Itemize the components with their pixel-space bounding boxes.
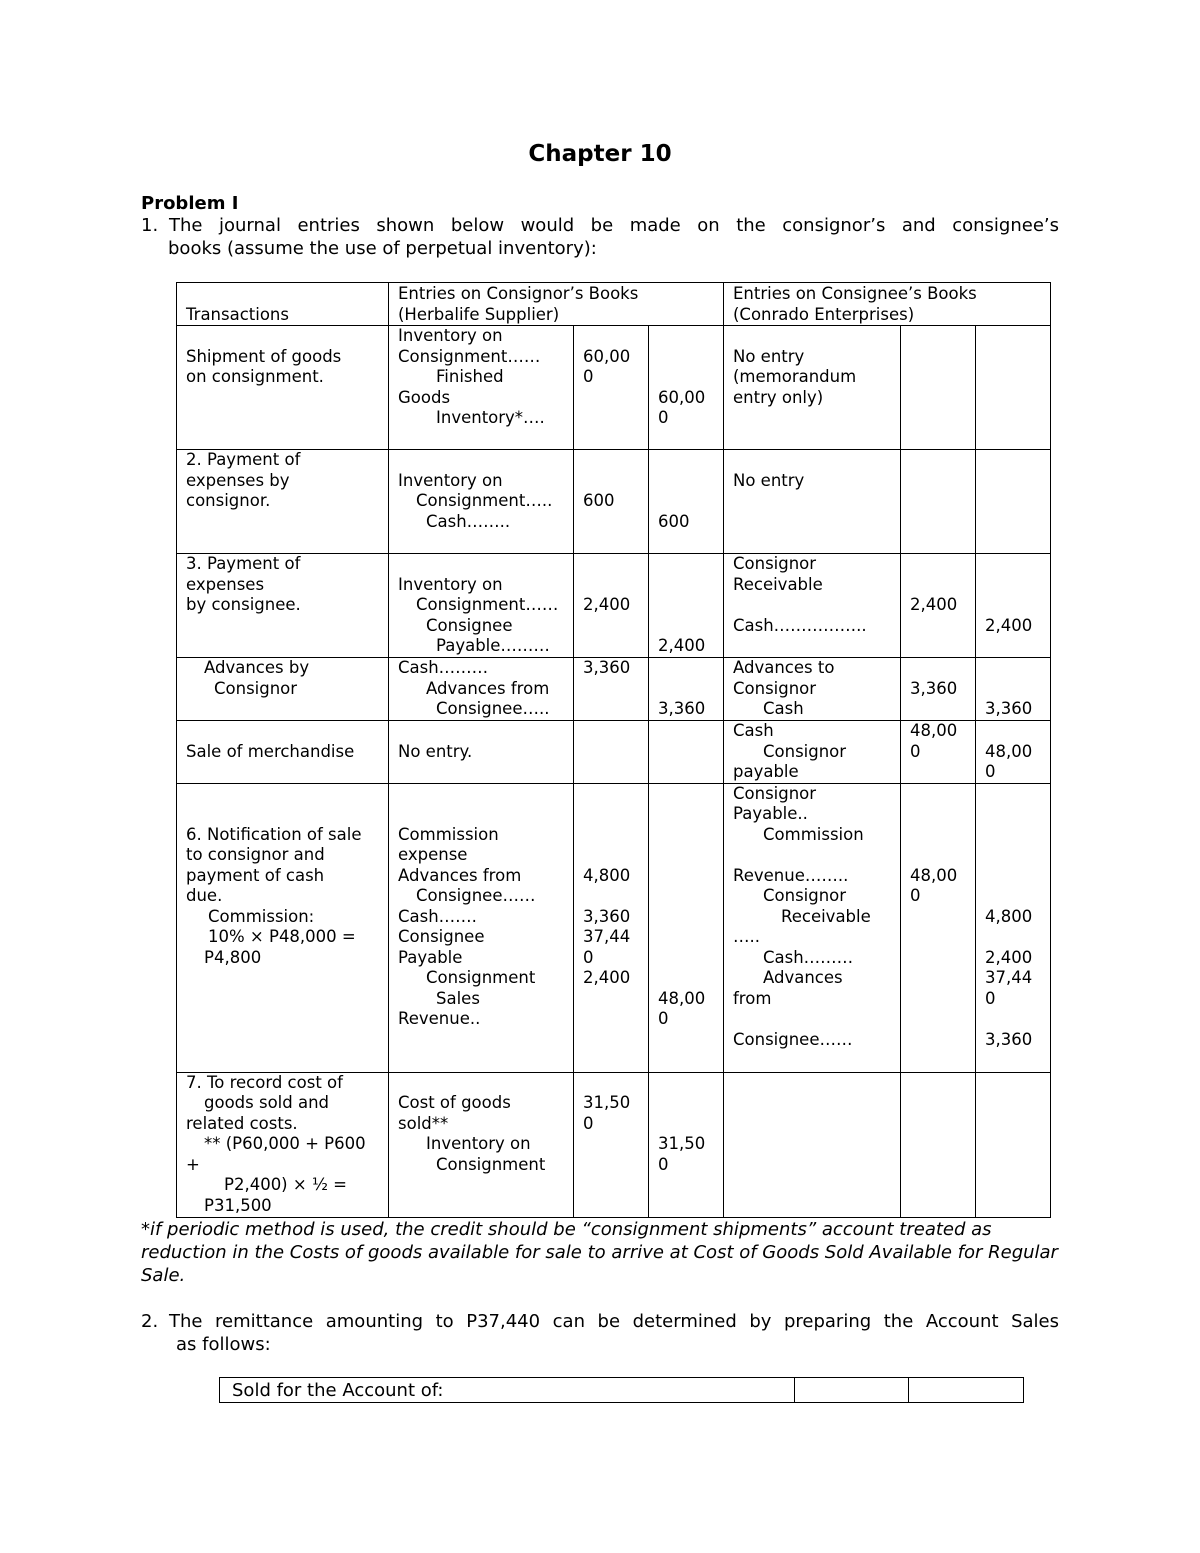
cell-line: Advances <box>763 968 843 987</box>
cell-line: Inventory on <box>398 470 503 490</box>
table-row <box>177 721 1051 784</box>
cell-line: + <box>186 1154 200 1174</box>
cell-line: 0 <box>658 408 669 427</box>
item-1-text-1: The journal entries shown below would be made on the consignor’s and consignee’s <box>169 215 1059 236</box>
cell-line: 0 <box>910 886 921 905</box>
cell-line: P4,800 <box>204 947 262 967</box>
cell-line: 2,400 <box>583 968 631 987</box>
cell-line: 3,360 <box>583 658 631 677</box>
consignor-credit-cell <box>649 658 724 721</box>
cell-line: 600 <box>583 491 615 510</box>
cell-line: Consignee <box>398 927 485 946</box>
cell-line: Inventory on <box>398 326 503 345</box>
cell-line: 0 <box>658 1009 669 1028</box>
cell-line: Consignment…… <box>416 595 559 614</box>
transaction-cell <box>177 326 389 450</box>
cell-line: Consignor <box>214 678 298 698</box>
cell-line: Consignment <box>436 1154 546 1174</box>
consignor-credit-cell <box>649 554 724 658</box>
cell-line: ….. <box>733 927 760 946</box>
consignor-credit-cell <box>649 1072 724 1217</box>
problem-heading: Problem I <box>141 193 239 214</box>
consignor-debit-cell <box>574 450 649 554</box>
cell-line: 2,400 <box>658 636 706 655</box>
consignor-credit-cell <box>649 326 724 450</box>
header-transactions <box>177 283 389 326</box>
cell-line: Consignment….. <box>416 491 553 510</box>
cell-line: Cash……. <box>398 906 477 926</box>
cell-line: related costs. <box>186 1113 298 1133</box>
consignor-accounts-cell <box>389 450 574 554</box>
transaction-cell <box>177 450 389 554</box>
cell-line: 60,00 <box>658 387 706 407</box>
cell-line: Cash <box>763 699 804 718</box>
cell-line: Receivable <box>781 906 871 926</box>
consignee-debit-cell <box>901 658 976 721</box>
cell-line: Inventory on <box>426 1134 531 1153</box>
transaction-cell <box>177 721 389 784</box>
cell-line: 10% × P48,000 = <box>208 927 356 946</box>
cell-line: payment of cash <box>186 865 325 885</box>
table-row <box>177 554 1051 658</box>
header-consignor-books <box>389 283 724 326</box>
sold-for-account-label: Sold for the Account of: <box>220 1378 795 1403</box>
consignee-credit-cell <box>976 554 1051 658</box>
consignee-accounts-cell <box>724 450 901 554</box>
cell-line: sold** <box>398 1113 449 1133</box>
consignor-debit-cell <box>574 783 649 1072</box>
page-title: Chapter 10 <box>528 141 672 167</box>
cell-line: entry only) <box>733 387 824 407</box>
cell-line: Sale of merchandise <box>186 741 355 761</box>
cell-line: 0 <box>910 741 921 761</box>
cell-line: (Herbalife Supplier) <box>398 304 560 324</box>
cell-line: Finished <box>436 367 504 386</box>
cell-line: 0 <box>985 988 996 1008</box>
cell-line: Payable……… <box>436 636 550 655</box>
cell-line: Consignee…… <box>416 886 536 905</box>
consignee-debit-cell <box>901 554 976 658</box>
account-sales-table <box>219 1377 1024 1403</box>
consignee-credit-cell <box>976 783 1051 1072</box>
cell-line: Revenue.. <box>398 1009 481 1028</box>
item-1-number: 1. <box>141 215 159 236</box>
cell-line: 3,360 <box>658 699 706 718</box>
cell-line: Advances by <box>204 658 310 677</box>
cell-line: 7. To record cost of <box>186 1072 343 1092</box>
transaction-cell <box>177 554 389 658</box>
cell-line: 3,360 <box>583 906 631 926</box>
consignee-debit-cell <box>901 1072 976 1217</box>
consignee-accounts-cell <box>724 554 901 658</box>
cell-line <box>186 326 379 347</box>
cell-line: 2,400 <box>985 947 1033 967</box>
consignee-debit-cell <box>901 783 976 1072</box>
cell-line: 600 <box>658 511 690 531</box>
table-row <box>177 658 1051 721</box>
table-row <box>177 1072 1051 1217</box>
cell-line: Commission <box>398 824 499 844</box>
cell-line: Payable.. <box>733 804 808 823</box>
table-row <box>220 1378 1024 1403</box>
consignor-debit-cell <box>574 554 649 658</box>
cell-line: from <box>733 988 772 1008</box>
cell-line: Cash……… <box>398 658 489 677</box>
consignee-accounts-cell <box>724 1072 901 1217</box>
journal-entries-table <box>176 282 1051 1218</box>
cell-line: Payable <box>398 947 463 967</box>
cell-line: 0 <box>583 367 594 386</box>
cell-line: 48,00 <box>658 988 706 1008</box>
cell-line: 48,00 <box>910 865 958 885</box>
cell-line: No entry <box>733 346 805 366</box>
cell-line: Commission: <box>208 906 315 926</box>
cell-line: 0 <box>985 762 996 781</box>
cell-line: 37,44 <box>985 968 1033 987</box>
cell-line: Transactions <box>186 304 289 324</box>
consignor-credit-cell <box>649 783 724 1072</box>
consignee-credit-cell <box>976 450 1051 554</box>
cell-line: Cash……… <box>763 947 854 967</box>
consignee-accounts-cell <box>724 658 901 721</box>
cell-line: Entries on Consignor’s Books <box>398 284 639 303</box>
cell-line: Inventory on <box>398 574 503 594</box>
cell-line: expenses by <box>186 470 290 490</box>
cell-line: Consignee <box>426 615 513 635</box>
consignee-debit-cell <box>901 326 976 450</box>
cell-line: Consignee….. <box>436 699 550 718</box>
cell-line: Consignee…… <box>733 1029 853 1049</box>
cell-line: 48,00 <box>910 721 958 740</box>
item-2-line-2: as follows: <box>176 1334 271 1355</box>
cell-line: payable <box>733 762 799 781</box>
item-1-line-2: books (assume the use of perpetual inventory): <box>168 238 597 259</box>
cell-line: Advances to <box>733 658 835 677</box>
cell-line: Consignor <box>733 554 817 573</box>
consignee-credit-cell <box>976 658 1051 721</box>
cell-line: Cost of goods <box>398 1093 511 1112</box>
item-2-text-1: The remittance amounting to P37,440 can be determined by preparing the Account Sales <box>169 1311 1059 1332</box>
cell-line: Consignment <box>426 968 536 987</box>
item-2-line-1 <box>141 1310 1059 1333</box>
cell-line: 0 <box>583 947 594 967</box>
cell-line: 3,360 <box>985 699 1033 718</box>
item-1-line-1 <box>141 214 1059 237</box>
header-consignee-books <box>724 283 1051 326</box>
cell-line: (Conrado Enterprises) <box>733 304 915 324</box>
consignor-credit-cell <box>649 450 724 554</box>
cell-line: Shipment of goods <box>186 346 342 366</box>
cell-line: No entry <box>733 470 805 490</box>
cell-line: Goods <box>398 387 451 407</box>
consignee-accounts-cell <box>724 783 901 1072</box>
cell-line: Cash…….. <box>426 511 511 531</box>
cell-line: 31,50 <box>658 1134 706 1153</box>
cell-line: Sales <box>436 988 480 1008</box>
consignor-debit-cell <box>574 326 649 450</box>
cell-line: P31,500 <box>204 1195 272 1215</box>
cell-line: 3. Payment of <box>186 554 301 573</box>
consignor-accounts-cell <box>389 721 574 784</box>
consignor-accounts-cell <box>389 326 574 450</box>
cell-line: consignor. <box>186 491 271 510</box>
cell-line: 2,400 <box>583 595 631 614</box>
cell-line: on consignment. <box>186 367 324 386</box>
cell-line: goods sold and <box>204 1093 330 1112</box>
consignor-debit-cell <box>574 658 649 721</box>
consignee-debit-cell <box>901 450 976 554</box>
cell-line: Cash <box>733 721 774 740</box>
cell-line: (memorandum <box>733 367 857 386</box>
consignee-accounts-cell <box>724 326 901 450</box>
consignor-accounts-cell <box>389 1072 574 1217</box>
consignee-accounts-cell <box>724 721 901 784</box>
consignor-debit-cell <box>574 721 649 784</box>
cell-line: 0 <box>583 1113 594 1133</box>
cell-line: Advances from <box>426 678 550 698</box>
cell-line: Consignment…… <box>398 346 541 366</box>
cell-line: 4,800 <box>985 906 1033 926</box>
consignor-credit-cell <box>649 721 724 784</box>
cell-line: 2,400 <box>985 615 1033 635</box>
consignee-credit-cell <box>976 1072 1051 1217</box>
transaction-cell <box>177 783 389 1072</box>
amount-cell <box>909 1378 1024 1403</box>
cell-line: Commission <box>763 824 864 844</box>
cell-line: 3,360 <box>985 1029 1033 1049</box>
table-row <box>177 450 1051 554</box>
cell-line: Consignor <box>733 783 817 803</box>
cell-line: Cash…………….. <box>733 615 867 635</box>
cell-line: Revenue…….. <box>733 865 849 885</box>
cell-line: 4,800 <box>583 865 631 885</box>
cell-line: Advances from <box>398 865 522 885</box>
cell-line: 3,360 <box>910 678 958 698</box>
cell-line: due. <box>186 886 223 905</box>
footnote: *if periodic method is used, the credit should be “consignment shipments” account treated as reduction in the Costs of goods available for sale to arrive at Cost of Goods Sold Available for Regular Sale. <box>141 1219 1058 1286</box>
cell-line: Inventory*…. <box>436 408 545 427</box>
table-row <box>177 783 1051 1072</box>
cell-line: 2. Payment of <box>186 450 301 469</box>
consignor-accounts-cell <box>389 783 574 1072</box>
cell-line: 37,44 <box>583 927 631 946</box>
amount-cell <box>795 1378 909 1403</box>
cell-line: 31,50 <box>583 1093 631 1112</box>
consignee-debit-cell <box>901 721 976 784</box>
cell-line: Entries on Consignee’s Books <box>733 284 977 303</box>
cell-line: No entry. <box>398 741 473 761</box>
cell-line: 0 <box>658 1154 669 1174</box>
table-row <box>177 326 1051 450</box>
consignor-accounts-cell <box>389 554 574 658</box>
cell-line: Consignor <box>733 678 817 698</box>
transaction-cell <box>177 1072 389 1217</box>
consignee-credit-cell <box>976 721 1051 784</box>
table-header-row <box>177 283 1051 326</box>
cell-line: expenses <box>186 574 265 594</box>
cell-line: P2,400) × ½ = <box>224 1175 348 1194</box>
transaction-cell <box>177 658 389 721</box>
cell-line: 48,00 <box>985 741 1033 761</box>
cell-line: ** (P60,000 + P600 <box>204 1134 366 1153</box>
cell-line: Receivable <box>733 574 823 594</box>
cell-line: to consignor and <box>186 845 325 864</box>
cell-line: 2,400 <box>910 595 958 614</box>
consignee-credit-cell <box>976 326 1051 450</box>
cell-line: expense <box>398 845 468 864</box>
cell-line: Consignor <box>763 886 847 905</box>
cell-line: 6. Notification of sale <box>186 824 362 844</box>
cell-line: by consignee. <box>186 595 301 614</box>
consignor-debit-cell <box>574 1072 649 1217</box>
cell-line: Consignor <box>763 741 847 761</box>
cell-line: 60,00 <box>583 346 631 366</box>
item-2-number: 2. <box>141 1311 159 1332</box>
consignor-accounts-cell <box>389 658 574 721</box>
